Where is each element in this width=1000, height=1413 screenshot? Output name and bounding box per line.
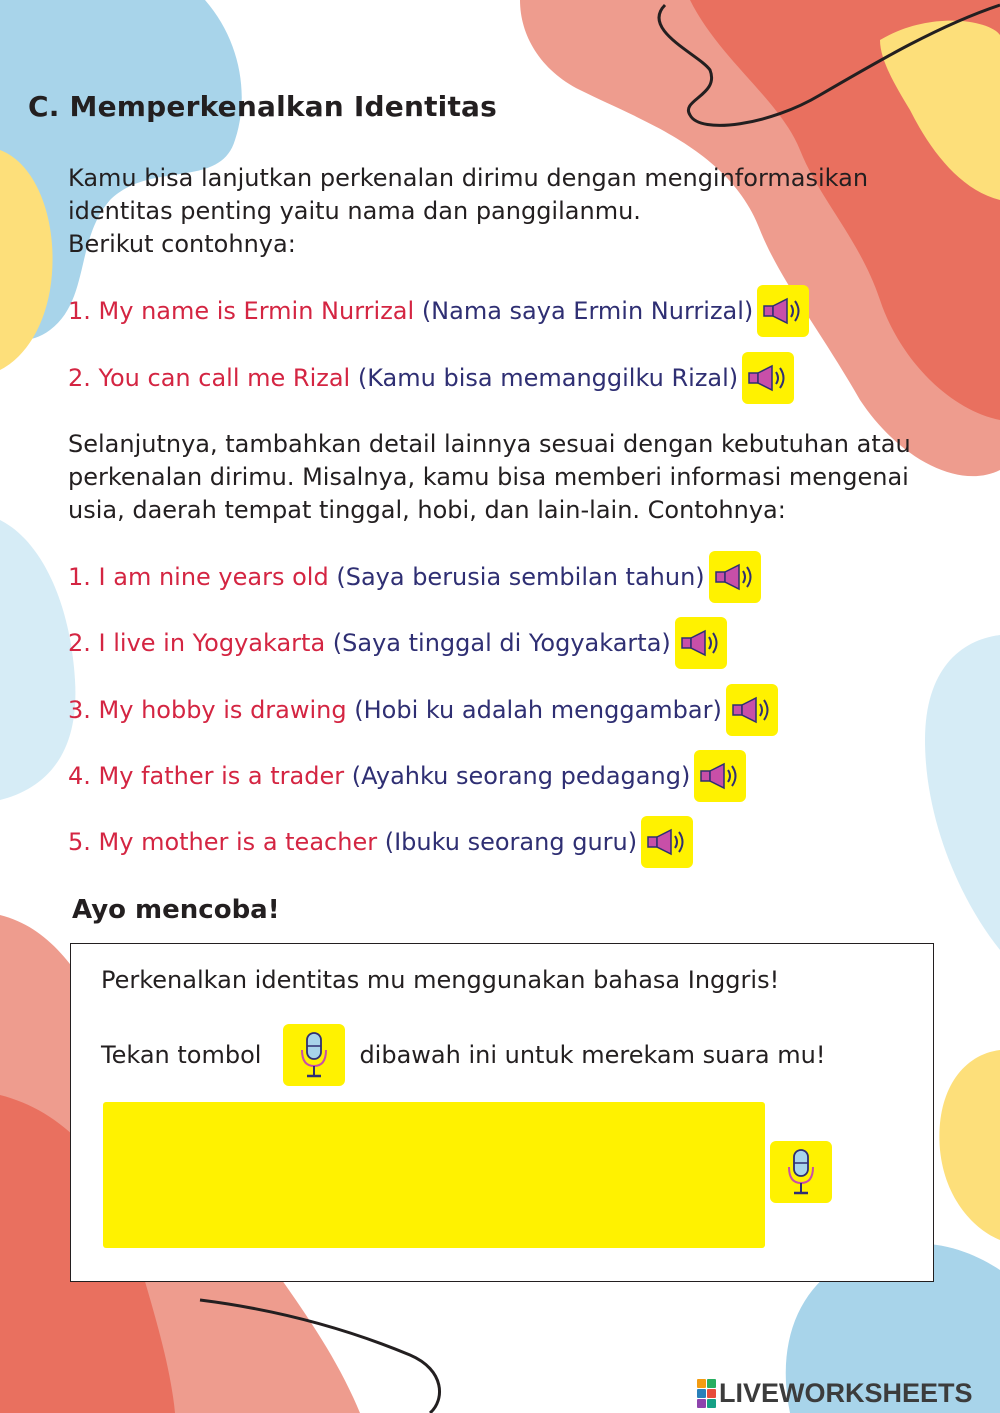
- english-sentence: 2. You can call me Rizal: [68, 364, 351, 392]
- answer-text-field[interactable]: [103, 1102, 765, 1248]
- record-hint-prefix: Tekan tombol: [101, 1041, 262, 1069]
- blob-blue-left: [0, 520, 75, 800]
- intro-paragraph: [68, 162, 968, 261]
- example-detail-2: [68, 617, 727, 669]
- translation: (Kamu bisa memanggilku Rizal): [357, 364, 739, 392]
- speaker-icon: [730, 695, 774, 725]
- example-detail-3: [68, 684, 778, 736]
- intro-line: Berikut contohnya:: [68, 230, 296, 258]
- detail-line: perkenalan dirimu. Misalnya, kamu bisa memberi informasi mengenai: [68, 463, 909, 491]
- microphone-icon: [297, 1030, 331, 1080]
- intro-line: Kamu bisa lanjutkan perkenalan dirimu dengan menginformasikan: [68, 164, 869, 192]
- speaker-icon: [679, 628, 723, 658]
- practice-instruction: Perkenalkan identitas mu menggunakan bahasa Inggris!: [101, 966, 780, 994]
- record-hint-suffix: dibawah ini untuk merekam suara mu!: [359, 1041, 826, 1069]
- example-detail-4: [68, 750, 746, 802]
- brand-name: LIVEWORKSHEETS: [719, 1378, 973, 1408]
- detail-paragraph: [68, 428, 968, 527]
- play-audio-button[interactable]: [694, 750, 746, 802]
- practice-box: [70, 943, 934, 1282]
- translation: (Saya tinggal di Yogyakarta): [332, 629, 671, 657]
- english-sentence: 4. My father is a trader: [68, 762, 345, 790]
- example-detail-5: [68, 816, 693, 868]
- speaker-icon: [713, 562, 757, 592]
- translation: (Saya berusia sembilan tahun): [336, 563, 705, 591]
- translation: (Ibuku seorang guru): [384, 828, 638, 856]
- detail-line: usia, daerah tempat tinggal, hobi, dan lain-lain. Contohnya:: [68, 496, 786, 524]
- english-sentence: 3. My hobby is drawing: [68, 696, 347, 724]
- microphone-icon: [784, 1147, 818, 1197]
- play-audio-button[interactable]: [641, 816, 693, 868]
- english-sentence: 5. My mother is a teacher: [68, 828, 378, 856]
- example-name-1: [68, 285, 809, 337]
- speaker-icon: [746, 363, 790, 393]
- translation: (Nama saya Ermin Nurrizal): [421, 297, 754, 325]
- example-name-2: [68, 352, 794, 404]
- speaker-icon: [645, 827, 689, 857]
- play-audio-button[interactable]: [709, 551, 761, 603]
- translation: (Ayahku seorang pedagang): [351, 762, 691, 790]
- english-sentence: 1. I am nine years old: [68, 563, 329, 591]
- blob-yellow-right: [939, 1050, 1000, 1240]
- blob-blue-right: [925, 635, 1000, 950]
- english-sentence: 2. I live in Yogyakarta: [68, 629, 326, 657]
- play-audio-button[interactable]: [675, 617, 727, 669]
- detail-line: Selanjutnya, tambahkan detail lainnya sesuai dengan kebutuhan atau: [68, 430, 911, 458]
- liveworksheets-logo-icon: [697, 1379, 716, 1408]
- play-audio-button[interactable]: [757, 285, 809, 337]
- practice-title: Ayo mencoba!: [72, 895, 280, 925]
- english-sentence: 1. My name is Ermin Nurrizal: [68, 297, 415, 325]
- play-audio-button[interactable]: [726, 684, 778, 736]
- record-hint: [101, 1024, 825, 1086]
- speaker-icon: [698, 761, 742, 791]
- section-heading: C. Memperkenalkan Identitas: [28, 90, 497, 123]
- play-audio-button[interactable]: [742, 352, 794, 404]
- speaker-icon: [761, 296, 805, 326]
- intro-line: identitas penting yaitu nama dan panggilanmu.: [68, 197, 641, 225]
- record-voice-button[interactable]: [770, 1141, 832, 1203]
- example-detail-1: [68, 551, 761, 603]
- liveworksheets-brand: [697, 1378, 973, 1409]
- mic-hint-button: [283, 1024, 345, 1086]
- translation: (Hobi ku adalah menggambar): [354, 696, 722, 724]
